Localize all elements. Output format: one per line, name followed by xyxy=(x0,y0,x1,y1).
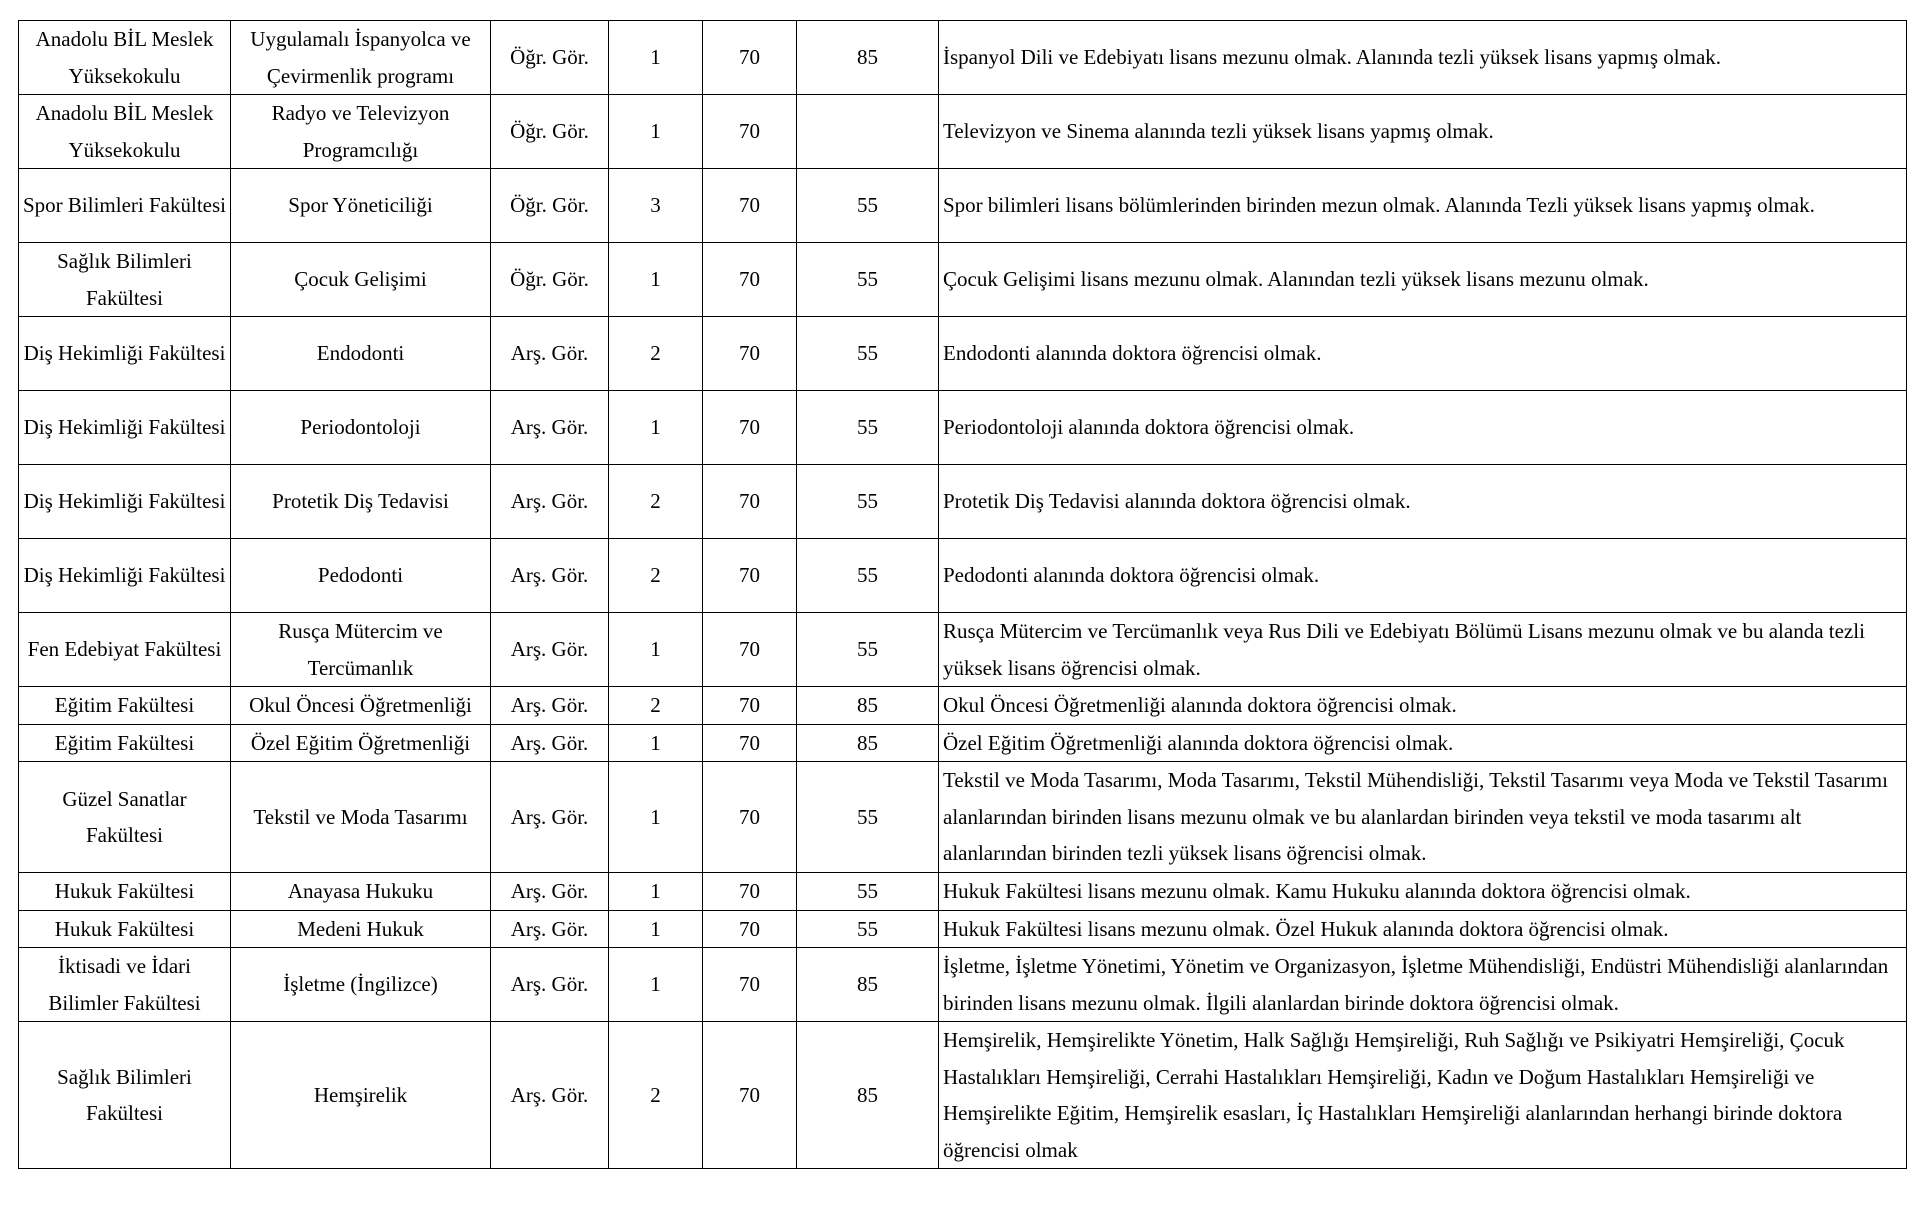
count-cell: 1 xyxy=(609,21,703,95)
program-cell: Rusça Mütercim ve Tercümanlık xyxy=(231,613,491,687)
program-cell: Radyo ve Televizyon Programcılığı xyxy=(231,95,491,169)
table-row xyxy=(19,243,1907,317)
requirement-cell: Tekstil ve Moda Tasarımı, Moda Tasarımı, Tekstil Mühendisliği, Tekstil Tasarımı veya Moda ve Tekstil Tasarımı alanlarından birinden lisans mezunu olmak ve bu alanlardan birinden veya tekstil ve moda tasarımı alt alanlarından birinden tezli yüksek lisans öğrencisi olmak. xyxy=(939,762,1907,873)
count-cell: 1 xyxy=(609,95,703,169)
table-row xyxy=(19,539,1907,613)
title-cell: Öğr. Gör. xyxy=(491,243,609,317)
requirement-cell: Protetik Diş Tedavisi alanında doktora öğrencisi olmak. xyxy=(939,465,1907,539)
table-row xyxy=(19,724,1907,762)
ales-cell: 70 xyxy=(703,391,797,465)
table-row xyxy=(19,1022,1907,1169)
count-cell: 1 xyxy=(609,948,703,1022)
count-cell: 1 xyxy=(609,243,703,317)
program-cell: Spor Yöneticiliği xyxy=(231,169,491,243)
faculty-cell: Anadolu BİL Meslek Yüksekokulu xyxy=(19,95,231,169)
count-cell: 1 xyxy=(609,613,703,687)
faculty-cell: Anadolu BİL Meslek Yüksekokulu xyxy=(19,21,231,95)
program-cell: Çocuk Gelişimi xyxy=(231,243,491,317)
program-cell: Medeni Hukuk xyxy=(231,910,491,948)
language-cell: 85 xyxy=(797,948,939,1022)
title-cell: Arş. Gör. xyxy=(491,1022,609,1169)
language-cell: 55 xyxy=(797,539,939,613)
requirement-cell: Okul Öncesi Öğretmenliği alanında doktora öğrencisi olmak. xyxy=(939,687,1907,725)
program-cell: Periodontoloji xyxy=(231,391,491,465)
language-cell: 85 xyxy=(797,687,939,725)
program-cell: Pedodonti xyxy=(231,539,491,613)
count-cell: 2 xyxy=(609,1022,703,1169)
faculty-cell: Diş Hekimliği Fakültesi xyxy=(19,539,231,613)
title-cell: Arş. Gör. xyxy=(491,317,609,391)
faculty-cell: Hukuk Fakültesi xyxy=(19,910,231,948)
title-cell: Arş. Gör. xyxy=(491,391,609,465)
faculty-cell: İktisadi ve İdari Bilimler Fakültesi xyxy=(19,948,231,1022)
title-cell: Öğr. Gör. xyxy=(491,21,609,95)
requirement-cell: Televizyon ve Sinema alanında tezli yüksek lisans yapmış olmak. xyxy=(939,95,1907,169)
requirement-cell: Hukuk Fakültesi lisans mezunu olmak. Özel Hukuk alanında doktora öğrencisi olmak. xyxy=(939,910,1907,948)
ales-cell: 70 xyxy=(703,243,797,317)
table-row xyxy=(19,391,1907,465)
positions-table xyxy=(18,20,1907,1169)
faculty-cell: Sağlık Bilimleri Fakültesi xyxy=(19,243,231,317)
language-cell: 55 xyxy=(797,873,939,911)
table-row xyxy=(19,169,1907,243)
program-cell: Özel Eğitim Öğretmenliği xyxy=(231,724,491,762)
positions-table-wrapper xyxy=(18,20,1906,1169)
count-cell: 3 xyxy=(609,169,703,243)
table-row xyxy=(19,465,1907,539)
count-cell: 2 xyxy=(609,687,703,725)
table-row xyxy=(19,95,1907,169)
title-cell: Arş. Gör. xyxy=(491,539,609,613)
ales-cell: 70 xyxy=(703,465,797,539)
program-cell: Hemşirelik xyxy=(231,1022,491,1169)
faculty-cell: Sağlık Bilimleri Fakültesi xyxy=(19,1022,231,1169)
requirement-cell: Hukuk Fakültesi lisans mezunu olmak. Kamu Hukuku alanında doktora öğrencisi olmak. xyxy=(939,873,1907,911)
faculty-cell: Fen Edebiyat Fakültesi xyxy=(19,613,231,687)
ales-cell: 70 xyxy=(703,724,797,762)
ales-cell: 70 xyxy=(703,169,797,243)
requirement-cell: İspanyol Dili ve Edebiyatı lisans mezunu olmak. Alanında tezli yüksek lisans yapmış olmak. xyxy=(939,21,1907,95)
title-cell: Arş. Gör. xyxy=(491,465,609,539)
language-cell xyxy=(797,95,939,169)
language-cell: 55 xyxy=(797,762,939,873)
language-cell: 55 xyxy=(797,243,939,317)
title-cell: Arş. Gör. xyxy=(491,948,609,1022)
requirement-cell: Çocuk Gelişimi lisans mezunu olmak. Alanından tezli yüksek lisans mezunu olmak. xyxy=(939,243,1907,317)
program-cell: Protetik Diş Tedavisi xyxy=(231,465,491,539)
ales-cell: 70 xyxy=(703,948,797,1022)
ales-cell: 70 xyxy=(703,762,797,873)
language-cell: 85 xyxy=(797,21,939,95)
requirement-cell: Rusça Mütercim ve Tercümanlık veya Rus Dili ve Edebiyatı Bölümü Lisans mezunu olmak ve bu alanda tezli yüksek lisans öğrencisi olmak. xyxy=(939,613,1907,687)
program-cell: Tekstil ve Moda Tasarımı xyxy=(231,762,491,873)
count-cell: 2 xyxy=(609,539,703,613)
ales-cell: 70 xyxy=(703,687,797,725)
program-cell: Uygulamalı İspanyolca ve Çevirmenlik programı xyxy=(231,21,491,95)
ales-cell: 70 xyxy=(703,1022,797,1169)
count-cell: 1 xyxy=(609,873,703,911)
program-cell: Endodonti xyxy=(231,317,491,391)
ales-cell: 70 xyxy=(703,21,797,95)
language-cell: 85 xyxy=(797,1022,939,1169)
title-cell: Arş. Gör. xyxy=(491,613,609,687)
language-cell: 55 xyxy=(797,465,939,539)
faculty-cell: Diş Hekimliği Fakültesi xyxy=(19,391,231,465)
title-cell: Arş. Gör. xyxy=(491,762,609,873)
count-cell: 1 xyxy=(609,910,703,948)
table-row xyxy=(19,613,1907,687)
requirement-cell: İşletme, İşletme Yönetimi, Yönetim ve Organizasyon, İşletme Mühendisliği, Endüstri Mühendisliği alanlarından birinden lisans mezunu olmak. İlgili alanlardan birinde doktora öğrencisi olmak. xyxy=(939,948,1907,1022)
table-row xyxy=(19,948,1907,1022)
title-cell: Öğr. Gör. xyxy=(491,169,609,243)
program-cell: Okul Öncesi Öğretmenliği xyxy=(231,687,491,725)
requirement-cell: Özel Eğitim Öğretmenliği alanında doktora öğrencisi olmak. xyxy=(939,724,1907,762)
title-cell: Arş. Gör. xyxy=(491,687,609,725)
requirement-cell: Hemşirelik, Hemşirelikte Yönetim, Halk Sağlığı Hemşireliği, Ruh Sağlığı ve Psikiyatri Hemşireliği, Çocuk Hastalıkları Hemşireliği, Cerrahi Hastalıkları Hemşireliği, Kadın ve Doğum Hastalıkları Hemşireliği ve Hemşirelikte Eğitim, Hemşirelik esasları, İç Hastalıkları Hemşireliği alanlarından herhangi birinde doktora öğrencisi olmak xyxy=(939,1022,1907,1169)
ales-cell: 70 xyxy=(703,873,797,911)
title-cell: Arş. Gör. xyxy=(491,873,609,911)
count-cell: 1 xyxy=(609,724,703,762)
requirement-cell: Pedodonti alanında doktora öğrencisi olmak. xyxy=(939,539,1907,613)
table-row xyxy=(19,21,1907,95)
faculty-cell: Diş Hekimliği Fakültesi xyxy=(19,465,231,539)
table-row xyxy=(19,762,1907,873)
ales-cell: 70 xyxy=(703,613,797,687)
faculty-cell: Eğitim Fakültesi xyxy=(19,724,231,762)
ales-cell: 70 xyxy=(703,539,797,613)
faculty-cell: Diş Hekimliği Fakültesi xyxy=(19,317,231,391)
count-cell: 1 xyxy=(609,762,703,873)
requirement-cell: Periodontoloji alanında doktora öğrencisi olmak. xyxy=(939,391,1907,465)
requirement-cell: Endodonti alanında doktora öğrencisi olmak. xyxy=(939,317,1907,391)
title-cell: Arş. Gör. xyxy=(491,724,609,762)
program-cell: Anayasa Hukuku xyxy=(231,873,491,911)
language-cell: 55 xyxy=(797,391,939,465)
title-cell: Öğr. Gör. xyxy=(491,95,609,169)
table-row xyxy=(19,317,1907,391)
table-row xyxy=(19,687,1907,725)
language-cell: 55 xyxy=(797,169,939,243)
language-cell: 55 xyxy=(797,910,939,948)
faculty-cell: Spor Bilimleri Fakültesi xyxy=(19,169,231,243)
count-cell: 2 xyxy=(609,465,703,539)
program-cell: İşletme (İngilizce) xyxy=(231,948,491,1022)
language-cell: 55 xyxy=(797,317,939,391)
table-row xyxy=(19,910,1907,948)
ales-cell: 70 xyxy=(703,910,797,948)
language-cell: 55 xyxy=(797,613,939,687)
ales-cell: 70 xyxy=(703,95,797,169)
title-cell: Arş. Gör. xyxy=(491,910,609,948)
table-row xyxy=(19,873,1907,911)
faculty-cell: Güzel Sanatlar Fakültesi xyxy=(19,762,231,873)
language-cell: 85 xyxy=(797,724,939,762)
requirement-cell: Spor bilimleri lisans bölümlerinden birinden mezun olmak. Alanında Tezli yüksek lisans yapmış olmak. xyxy=(939,169,1907,243)
count-cell: 1 xyxy=(609,391,703,465)
faculty-cell: Eğitim Fakültesi xyxy=(19,687,231,725)
ales-cell: 70 xyxy=(703,317,797,391)
count-cell: 2 xyxy=(609,317,703,391)
faculty-cell: Hukuk Fakültesi xyxy=(19,873,231,911)
